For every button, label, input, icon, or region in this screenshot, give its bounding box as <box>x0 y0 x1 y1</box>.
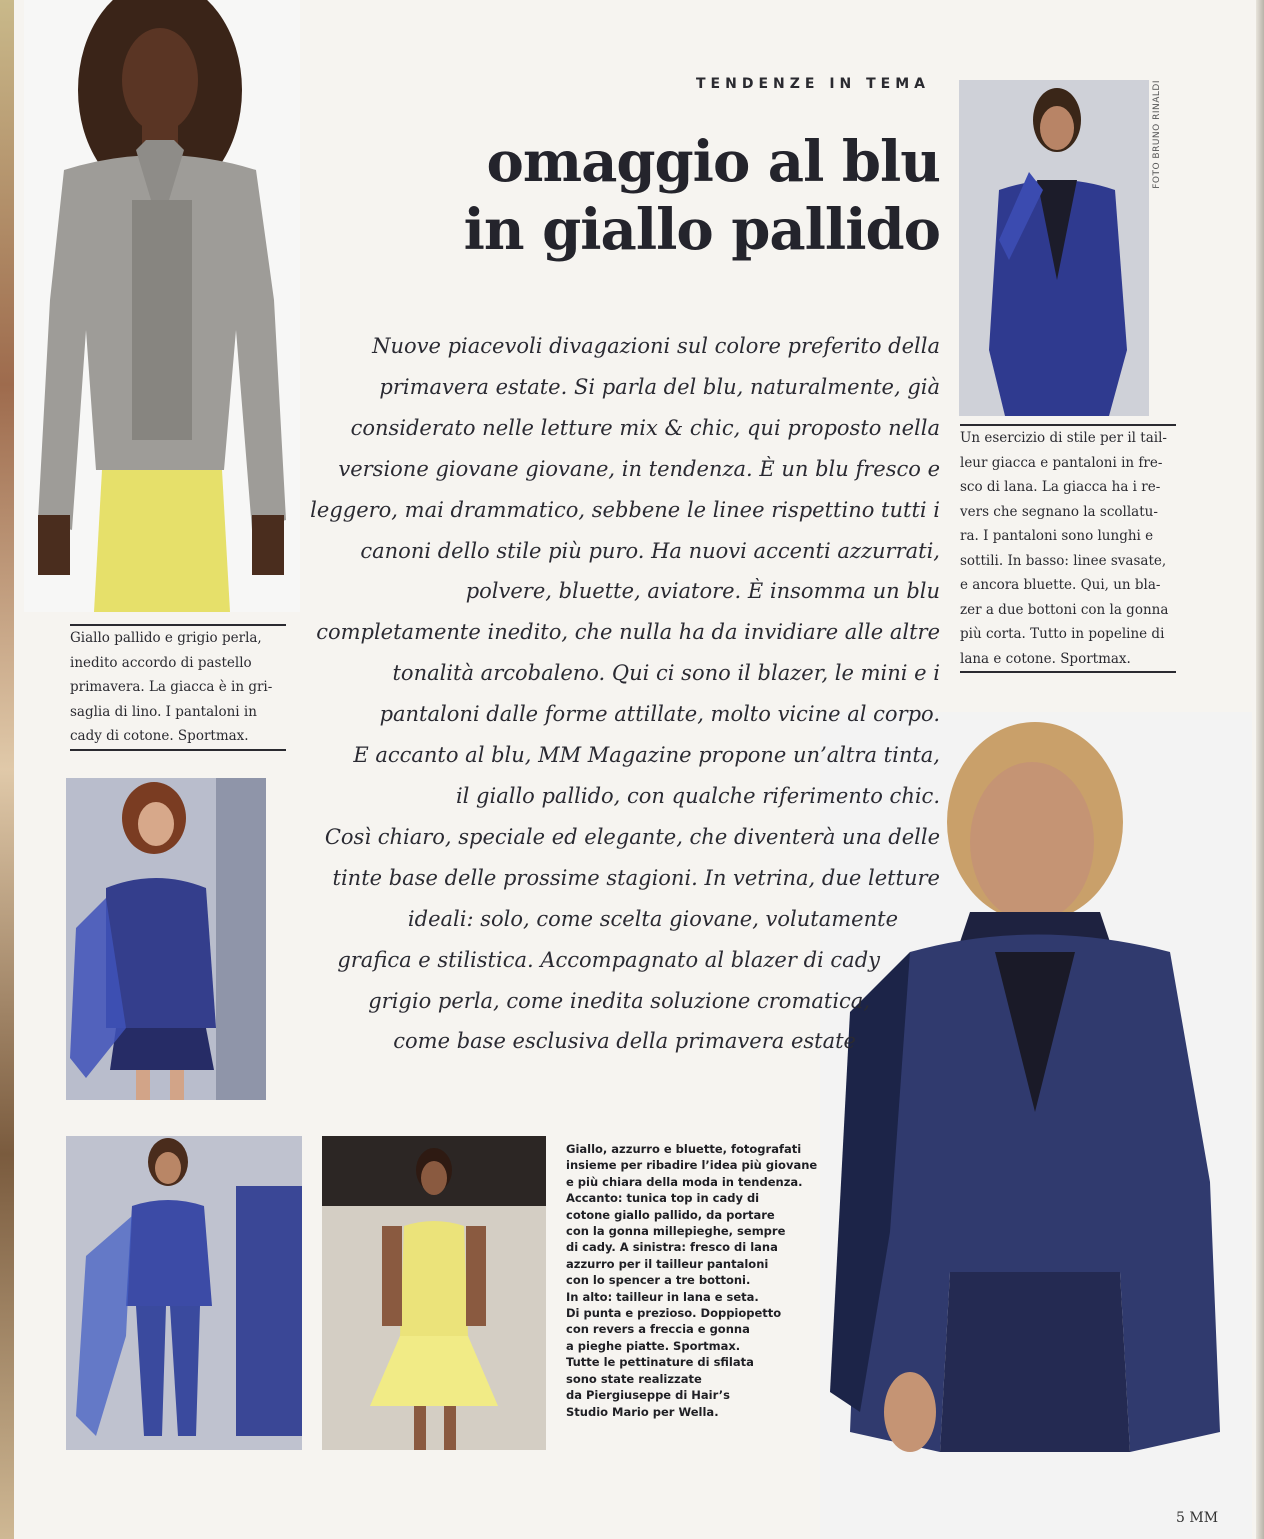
caption-line: leur giacca e pantaloni in fre- <box>960 454 1163 471</box>
caption-line: sco di lana. La giacca ha i re- <box>960 479 1161 495</box>
body-line: pantaloni dalle forme attillate, molto vicine al corpo. <box>379 702 940 727</box>
body-line: versione giovane giovane, in tendenza. È un blu fresco e <box>338 456 940 481</box>
caption-line: Di punta e prezioso. Doppiopetto <box>566 1306 782 1321</box>
caption-line: e più chiara della moda in tendenza. <box>566 1174 803 1189</box>
caption-line: azzurro per il tailleur pantaloni <box>566 1256 769 1271</box>
caption-line: insieme per ribadire l’idea più giovane <box>566 1158 818 1173</box>
photo-blue-trouser-suit <box>66 1136 302 1450</box>
caption-line: e ancora bluette. Qui, un bla- <box>960 577 1161 593</box>
caption-left <box>70 624 286 751</box>
page-folio: 5 MM <box>1176 1510 1219 1526</box>
caption-line: zer a due bottoni con la gonna <box>960 601 1169 618</box>
caption-bottom <box>566 1141 836 1420</box>
photo-credit: FOTO BRUNO RINALDI <box>1152 80 1162 189</box>
caption-line: Accanto: tunica top in cady di <box>566 1191 760 1206</box>
caption-line: di cady. A sinistra: fresco di lana <box>566 1240 778 1255</box>
body-line: completamente inedito, che nulla ha da invidiare alle altre <box>316 620 940 645</box>
body-line: tonalità arcobaleno. Qui ci sono il blazer, le mini e i <box>392 661 940 686</box>
caption-line: da Piergiuseppe di Hair’s <box>566 1388 730 1403</box>
body-line: Nuove piacevoli divagazioni sul colore preferito della <box>372 334 940 358</box>
body-line: polvere, bluette, aviatore. È insomma un blu <box>465 579 940 604</box>
caption-line: con lo spencer a tre bottoni. <box>566 1273 751 1288</box>
body-line: grafica e stilistica. Accompagnato al blazer di cady <box>337 947 880 972</box>
caption-line: Studio Mario per Wella. <box>566 1404 719 1419</box>
photo-grey-blazer-yellow-trousers <box>24 0 300 612</box>
caption-line: In alto: tailleur in lana e seta. <box>566 1289 759 1304</box>
caption-line: sono state realizzate <box>566 1371 702 1386</box>
caption-line: ra. I pantaloni sono lunghi e <box>960 528 1154 544</box>
caption-line: con la gonna millepieghe, sempre <box>566 1224 786 1239</box>
article-body <box>300 326 940 1062</box>
caption-line: vers che segnano la scollatu- <box>960 503 1158 520</box>
body-line: canoni dello stile più puro. Ha nuovi accenti azzurrati, <box>360 538 940 563</box>
headline-line: omaggio al blu <box>486 129 940 195</box>
caption-right <box>960 424 1176 673</box>
caption-line: con revers a freccia e gonna <box>566 1322 750 1337</box>
caption-line: inedito accordo di pastello <box>70 654 252 671</box>
caption-line: a pieghe piatte. Sportmax. <box>566 1338 741 1353</box>
caption-line: cady di cotone. Sportmax. <box>70 728 249 744</box>
page-edge-shadow <box>1256 0 1264 1539</box>
caption-line: Giallo pallido e grigio perla, <box>70 630 262 646</box>
caption-line: saglia di lino. I pantaloni in <box>70 703 257 720</box>
caption-line: più corta. Tutto in popeline di <box>960 626 1165 642</box>
photo-blue-suit-top-right <box>959 80 1149 416</box>
body-line: grigio perla, come inedita soluzione cromatica, <box>368 988 870 1013</box>
caption-line: lana e cotone. Sportmax. <box>960 650 1131 667</box>
body-line: tinte base delle prossime stagioni. In vetrina, due letture <box>332 865 940 890</box>
caption-line: Un esercizio di stile per il tail- <box>960 430 1167 446</box>
caption-line: Giallo, azzurro e bluette, fotografati <box>566 1142 802 1156</box>
section-kicker: TENDENZE IN TEMA <box>696 76 930 92</box>
body-line: primavera estate. Si parla del blu, naturalmente, già <box>379 374 940 399</box>
body-line: considerato nelle letture mix & chic, qui proposto nella <box>350 415 940 440</box>
caption-line: primavera. La giacca è in gri- <box>70 679 273 695</box>
facing-page-edge <box>0 0 14 1539</box>
caption-line: sottili. In basso: linee svasate, <box>960 552 1167 569</box>
body-line: il giallo pallido, con qualche riferimento chic. <box>455 783 940 808</box>
body-line: come base esclusiva della primavera estate <box>393 1029 856 1054</box>
body-line: ideali: solo, come scelta giovane, volutamente <box>407 906 898 931</box>
caption-line: cotone giallo pallido, da portare <box>566 1207 775 1222</box>
headline-line: in giallo pallido <box>463 197 940 263</box>
caption-line: Tutte le pettinature di sfilata <box>566 1355 754 1370</box>
body-line: leggero, mai drammatico, sebbene le linee rispettino tutti i <box>310 497 940 522</box>
body-line: Così chiaro, speciale ed elegante, che diventerà una delle <box>324 824 940 849</box>
body-line: E accanto al blu, MM Magazine propone un’altra tinta, <box>353 743 940 768</box>
headline <box>360 128 940 264</box>
photo-yellow-top-pleated-skirt <box>322 1136 546 1450</box>
photo-blue-double-breasted-skirt <box>66 778 266 1100</box>
